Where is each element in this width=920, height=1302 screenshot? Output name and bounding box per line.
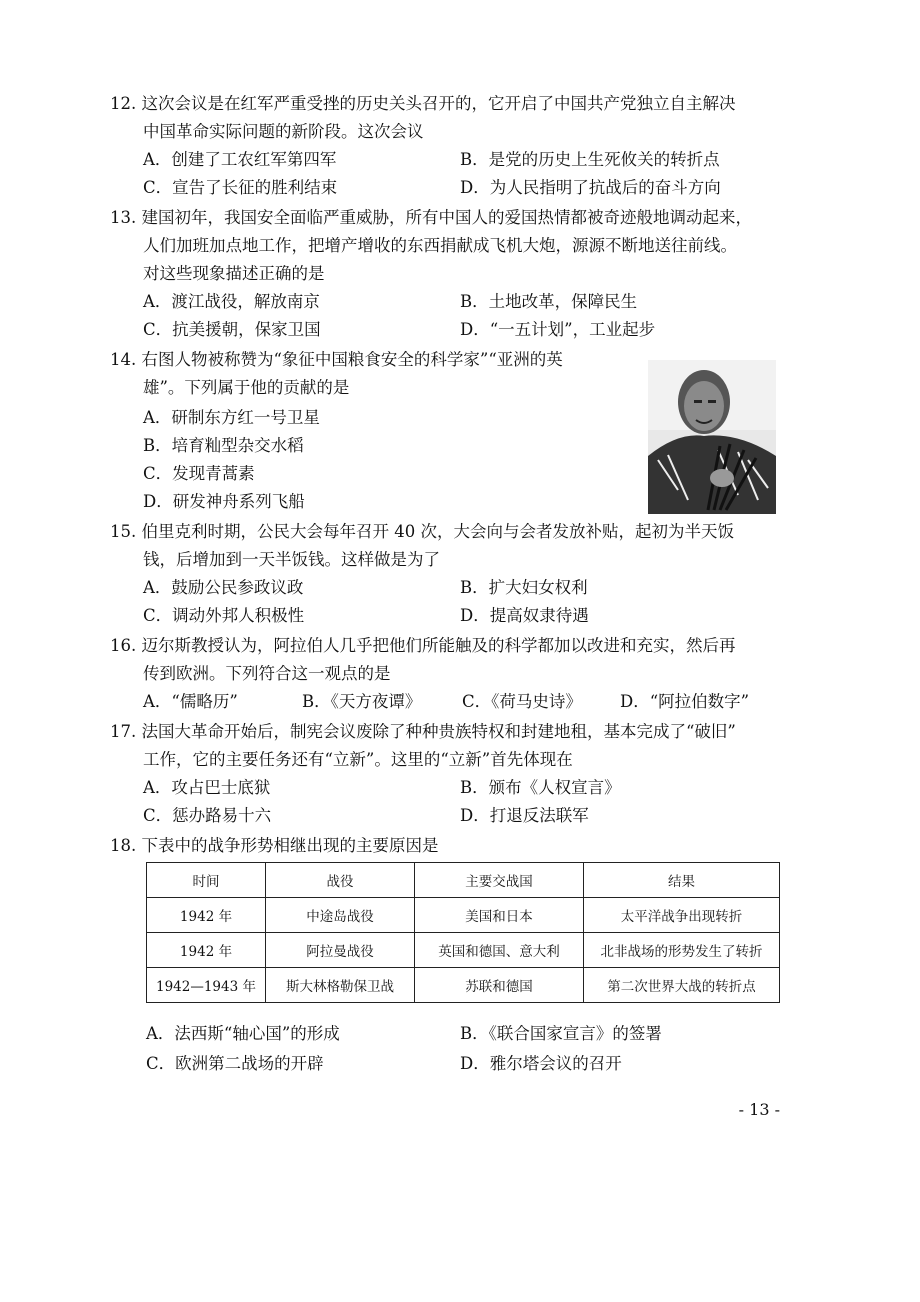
question-text: 伯里克利时期，公民大会每年召开 40 次，大会向与会者发放补贴，起初为半天饭 [141,522,734,541]
question-14-stem-line-1 [110,348,563,372]
table-header-cell: 时间 [147,863,266,898]
question-18-option-a[interactable]: A．法西斯“轴心国”的形成 [146,1024,340,1043]
question-number: 18. [110,836,137,855]
page-number: - 13 - [738,1100,780,1119]
question-12-stem-line-2: 中国革命实际问题的新阶段。这次会议 [143,122,424,141]
question-13-stem-line-1 [110,206,752,230]
question-13-option-b[interactable]: B．土地改革，保障民生 [460,292,638,311]
table-cell: 英国和德国、意大利 [415,933,584,968]
question-17-option-d[interactable]: D．打退反法联军 [460,806,589,825]
question-16-stem-line-1 [110,634,736,658]
table-cell: 美国和日本 [415,898,584,933]
question-text: 建国初年，我国安全面临严重威胁，所有中国人的爱国热情都被奇迹般地调动起来， [141,208,752,227]
question-15-option-a[interactable]: A．鼓励公民参政议政 [143,578,304,597]
question-number: 17. [110,722,137,741]
question-13-stem-line-3: 对这些现象描述正确的是 [143,264,325,283]
question-17-option-c[interactable]: C．惩办路易十六 [143,806,272,825]
table-header-cell: 战役 [266,863,415,898]
question-16-stem-line-2: 传到欧洲。下列符合这一观点的是 [143,664,391,683]
table-cell: 阿拉曼战役 [266,933,415,968]
table-cell: 1942—1943 年 [147,968,266,1003]
question-18-stem-line-1 [110,834,439,858]
question-13-option-a[interactable]: A．渡江战役，解放南京 [143,292,320,311]
question-14-option-c[interactable]: C．发现青蒿素 [143,464,255,483]
question-12-option-a[interactable]: A．创建了工农红军第四军 [143,150,337,169]
table-cell: 中途岛战役 [266,898,415,933]
question-17-option-b[interactable]: B．颁布《人权宣言》 [460,778,621,797]
question-13-option-d[interactable]: D．“一五计划”，工业起步 [460,320,656,339]
question-18-option-b[interactable]: B．《联合国家宣言》的签署 [460,1024,662,1043]
question-16-option-a[interactable]: A．“儒略历” [143,692,238,711]
table-cell: 太平洋战争出现转折 [584,898,780,933]
question-text: 这次会议是在红军严重受挫的历史关头召开的，它开启了中国共产党独立自主解决 [141,94,736,113]
table-cell: 斯大林格勒保卫战 [266,968,415,1003]
question-14-option-d[interactable]: D．研发神舟系列飞船 [143,492,305,511]
table-cell: 1942 年 [147,898,266,933]
question-number: 12. [110,94,137,113]
question-text: 下表中的战争形势相继出现的主要原因是 [141,836,439,855]
table-cell: 苏联和德国 [415,968,584,1003]
question-14-option-b[interactable]: B．培育籼型杂交水稻 [143,436,304,455]
table-header-cell: 结果 [584,863,780,898]
question-number: 13. [110,208,137,227]
question-17-stem-line-1 [110,720,736,744]
question-15-option-c[interactable]: C．调动外邦人积极性 [143,606,305,625]
table-header-cell: 主要交战国 [415,863,584,898]
question-15-stem-line-1 [110,520,734,544]
question-number: 16. [110,636,137,655]
question-12-option-b[interactable]: B．是党的历史上生死攸关的转折点 [460,150,720,169]
question-18-option-d[interactable]: D．雅尔塔会议的召开 [460,1054,622,1073]
table-row [147,968,780,1003]
question-14-stem-line-2: 雄”。下列属于他的贡献的是 [143,378,350,397]
question-12-option-c[interactable]: C．宣告了长征的胜利结束 [143,178,338,197]
question-14-option-a[interactable]: A．研制东方红一号卫星 [143,408,320,427]
table-cell: 北非战场的形势发生了转折 [584,933,780,968]
portrait-illustration [648,360,776,514]
question-17-stem-line-2: 工作，它的主要任务还有“立新”。这里的“立新”首先体现在 [143,750,573,769]
scientist-photo [648,360,776,514]
question-16-option-b[interactable]: B．《天方夜谭》 [302,692,422,711]
table-header-row [147,863,780,898]
question-15-stem-line-2: 钱，后增加到一天半饭钱。这样做是为了 [143,550,440,569]
question-15-option-b[interactable]: B．扩大妇女权利 [460,578,588,597]
question-number: 15. [110,522,137,541]
question-16-option-d[interactable]: D．“阿拉伯数字” [620,692,750,711]
question-number: 14. [110,350,137,369]
question-12-stem-line-1 [110,92,736,116]
question-text: 迈尔斯教授认为，阿拉伯人几乎把他们所能触及的科学都加以改进和充实，然后再 [141,636,736,655]
question-text: 法国大革命开始后，制宪会议废除了种种贵族特权和封建地租，基本完成了“破旧” [141,722,736,741]
question-17-option-a[interactable]: A．攻占巴士底狱 [143,778,271,797]
question-16-option-c[interactable]: C．《荷马史诗》 [462,692,582,711]
table-row [147,898,780,933]
question-12-option-d[interactable]: D．为人民指明了抗战后的奋斗方向 [460,178,721,197]
table-row [147,933,780,968]
question-13-option-c[interactable]: C．抗美援朝，保家卫国 [143,320,321,339]
question-13-stem-line-2: 人们加班加点地工作，把增产增收的东西捐献成飞机大炮，源源不断地送往前线。 [143,236,737,255]
question-18-option-c[interactable]: C．欧洲第二战场的开辟 [146,1054,324,1073]
question-text: 右图人物被称赞为“象征中国粮食安全的科学家”“亚洲的英 [141,350,563,369]
question-15-option-d[interactable]: D．提高奴隶待遇 [460,606,589,625]
battle-table [146,862,780,1003]
table-cell: 1942 年 [147,933,266,968]
table-cell: 第二次世界大战的转折点 [584,968,780,1003]
